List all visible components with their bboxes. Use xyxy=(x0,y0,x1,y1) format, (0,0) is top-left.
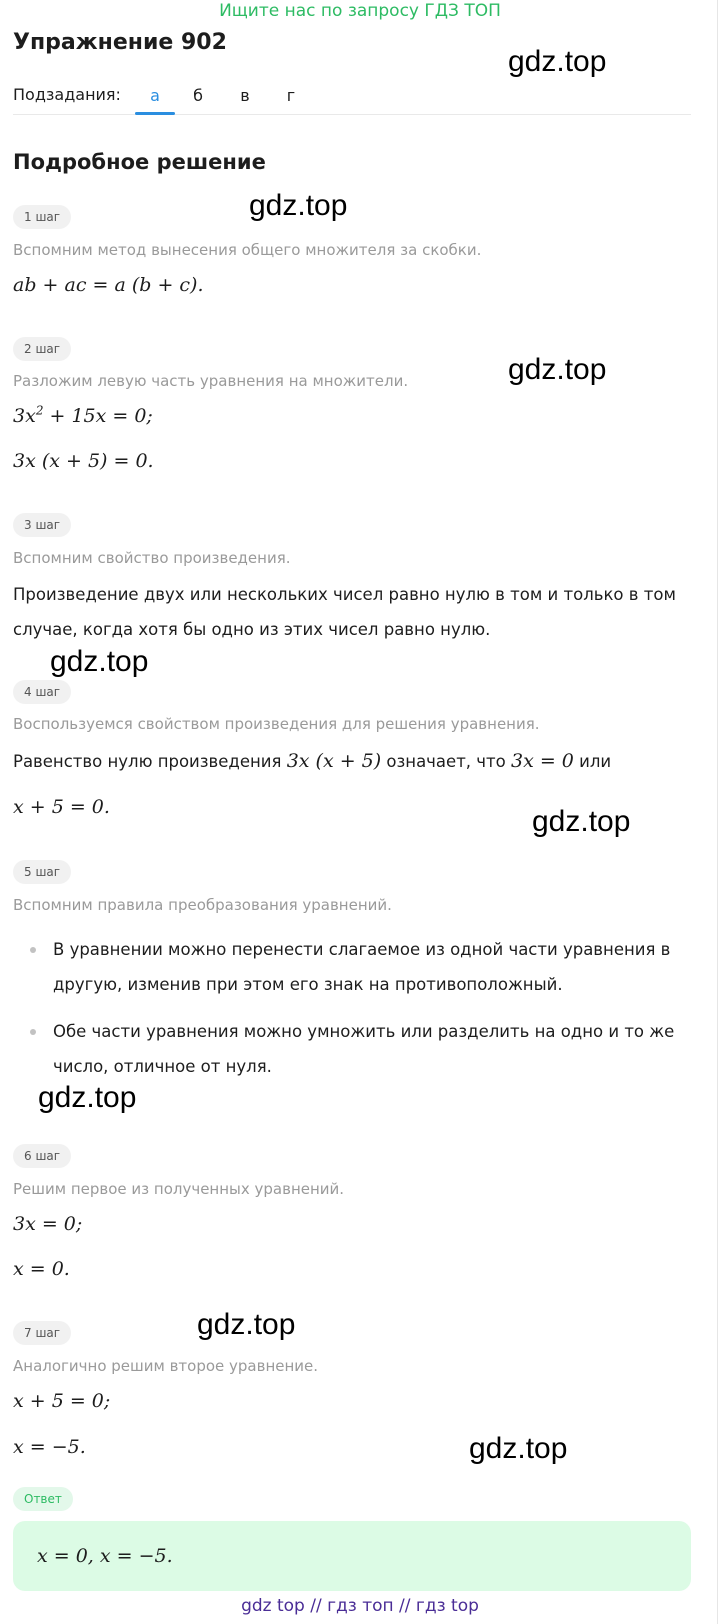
step-hint: Вспомним свойство произведения. xyxy=(13,549,291,567)
formula-part: 3x xyxy=(13,405,36,427)
watermark: gdz.top xyxy=(38,1081,137,1114)
answer-badge: Ответ xyxy=(13,1487,73,1511)
step-badge: 6 шаг xyxy=(13,1144,71,1168)
active-tab-indicator xyxy=(135,112,175,115)
tabs-divider xyxy=(13,114,691,115)
tab-b[interactable]: б xyxy=(193,86,203,105)
watermark: gdz.top xyxy=(50,645,149,678)
list-item: В уравнении можно перенести слагаемое из одной части уравнения в другую, изменив при этом его знак на противоположный. xyxy=(53,940,671,994)
formula: x + 5 = 0; xyxy=(13,1390,111,1412)
watermark: gdz.top xyxy=(249,189,348,222)
tab-g[interactable]: г xyxy=(286,86,296,105)
solution-heading: Подробное решение xyxy=(13,150,266,174)
step-badge: 4 шаг xyxy=(13,680,71,704)
watermark: gdz.top xyxy=(508,45,607,78)
formula: x = −5. xyxy=(13,1436,86,1458)
list-item: Обе части уравнения можно умножить или разделить на одно и то же число, отличное от нуля. xyxy=(53,1022,675,1076)
subtasks-label: Подзадания: xyxy=(13,85,121,104)
watermark: gdz.top xyxy=(197,1308,296,1341)
watermark: gdz.top xyxy=(469,1432,568,1465)
step-hint: Вспомним метод вынесения общего множителя за скобки. xyxy=(13,241,482,259)
step-hint: Разложим левую часть уравнения на множители. xyxy=(13,372,409,390)
text-part: Равенство нулю произведения xyxy=(13,752,287,771)
watermark: gdz.top xyxy=(532,805,631,838)
step-badge: 1 шаг xyxy=(13,205,71,229)
step-hint: Вспомним правила преобразования уравнений. xyxy=(13,896,392,914)
tab-a[interactable]: а xyxy=(150,86,160,105)
bullet-icon xyxy=(30,1029,36,1035)
inline-formula: 3x = 0 xyxy=(511,750,574,772)
step-badge: 5 шаг xyxy=(13,860,71,884)
step-text: Произведение двух или нескольких чисел равно нулю в том и только в том случае, когда хотя бы одно из этих чисел равно нулю. xyxy=(13,585,676,639)
formula: 3x (x + 5) = 0. xyxy=(13,450,154,472)
formula: ab + ac = a (b + c). xyxy=(13,274,204,296)
step-badge: 7 шаг xyxy=(13,1321,71,1345)
step-badge: 3 шаг xyxy=(13,513,71,537)
step-badge: 2 шаг xyxy=(13,337,71,361)
page-title: Упражнение 902 xyxy=(13,30,227,55)
page-edge-line xyxy=(717,0,718,1624)
tab-v[interactable]: в xyxy=(240,86,250,105)
watermark: gdz.top xyxy=(508,353,607,386)
bullet-icon xyxy=(30,947,36,953)
text-part: или xyxy=(573,752,612,771)
formula xyxy=(13,403,153,429)
inline-formula: 3x (x + 5) xyxy=(286,750,382,772)
footer-links[interactable]: gdz top // гдз топ // гдз top xyxy=(241,1596,479,1616)
exponent: 2 xyxy=(35,403,44,418)
step-hint: Решим первое из полученных уравнений. xyxy=(13,1180,345,1198)
formula: x + 5 = 0. xyxy=(13,796,110,818)
step-hint: Воспользуемся свойством произведения для решения уравнения. xyxy=(13,715,540,733)
search-banner[interactable]: Ищите нас по запросу ГДЗ ТОП xyxy=(219,1,501,21)
answer-formula: x = 0, x = −5. xyxy=(37,1545,173,1567)
text-part: означает, что xyxy=(381,752,511,771)
formula: x = 0. xyxy=(13,1258,70,1280)
formula: 3x = 0; xyxy=(13,1213,83,1235)
step-hint: Аналогично решим второе уравнение. xyxy=(13,1357,319,1375)
step-text xyxy=(13,744,683,779)
formula-part: + 15x = 0; xyxy=(43,405,153,427)
